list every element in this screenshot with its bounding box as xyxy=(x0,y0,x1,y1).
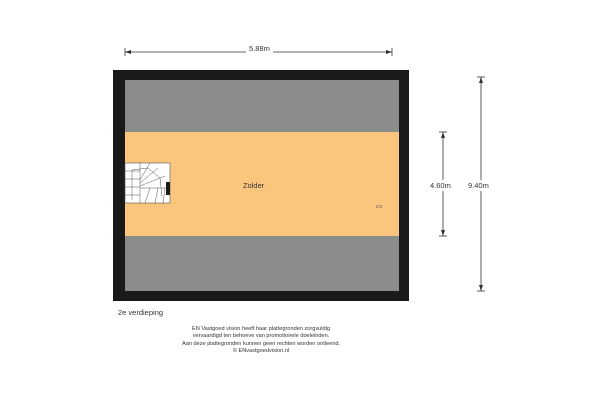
roof-slope-top xyxy=(125,80,399,132)
disclaimer-line: EN Vastgoed vision heeft haar plattegronden zorgvuldig xyxy=(192,326,330,332)
disclaimer-line: © ENvastgoedvision.nl xyxy=(232,348,290,355)
inner-height-dimension-label: 4.60m xyxy=(430,181,451,190)
disclaimer-line: Aan deze plattegronden kunnen geen rechten worden ontleend. xyxy=(182,340,340,347)
cv-label: CV xyxy=(376,204,383,209)
disclaimer-line: vervaardigd ten behoeve van promotionele doeleinden. xyxy=(192,333,330,340)
floor-name: 2e verdieping xyxy=(118,308,164,317)
staircase xyxy=(125,163,170,203)
zolder-label: Zolder xyxy=(243,181,265,190)
disclaimer xyxy=(111,326,411,356)
width-dimension-label: 5.88m xyxy=(246,44,273,53)
roof-slope-bottom xyxy=(125,236,399,291)
total-height-dimension-label: 9.40m xyxy=(468,181,489,190)
